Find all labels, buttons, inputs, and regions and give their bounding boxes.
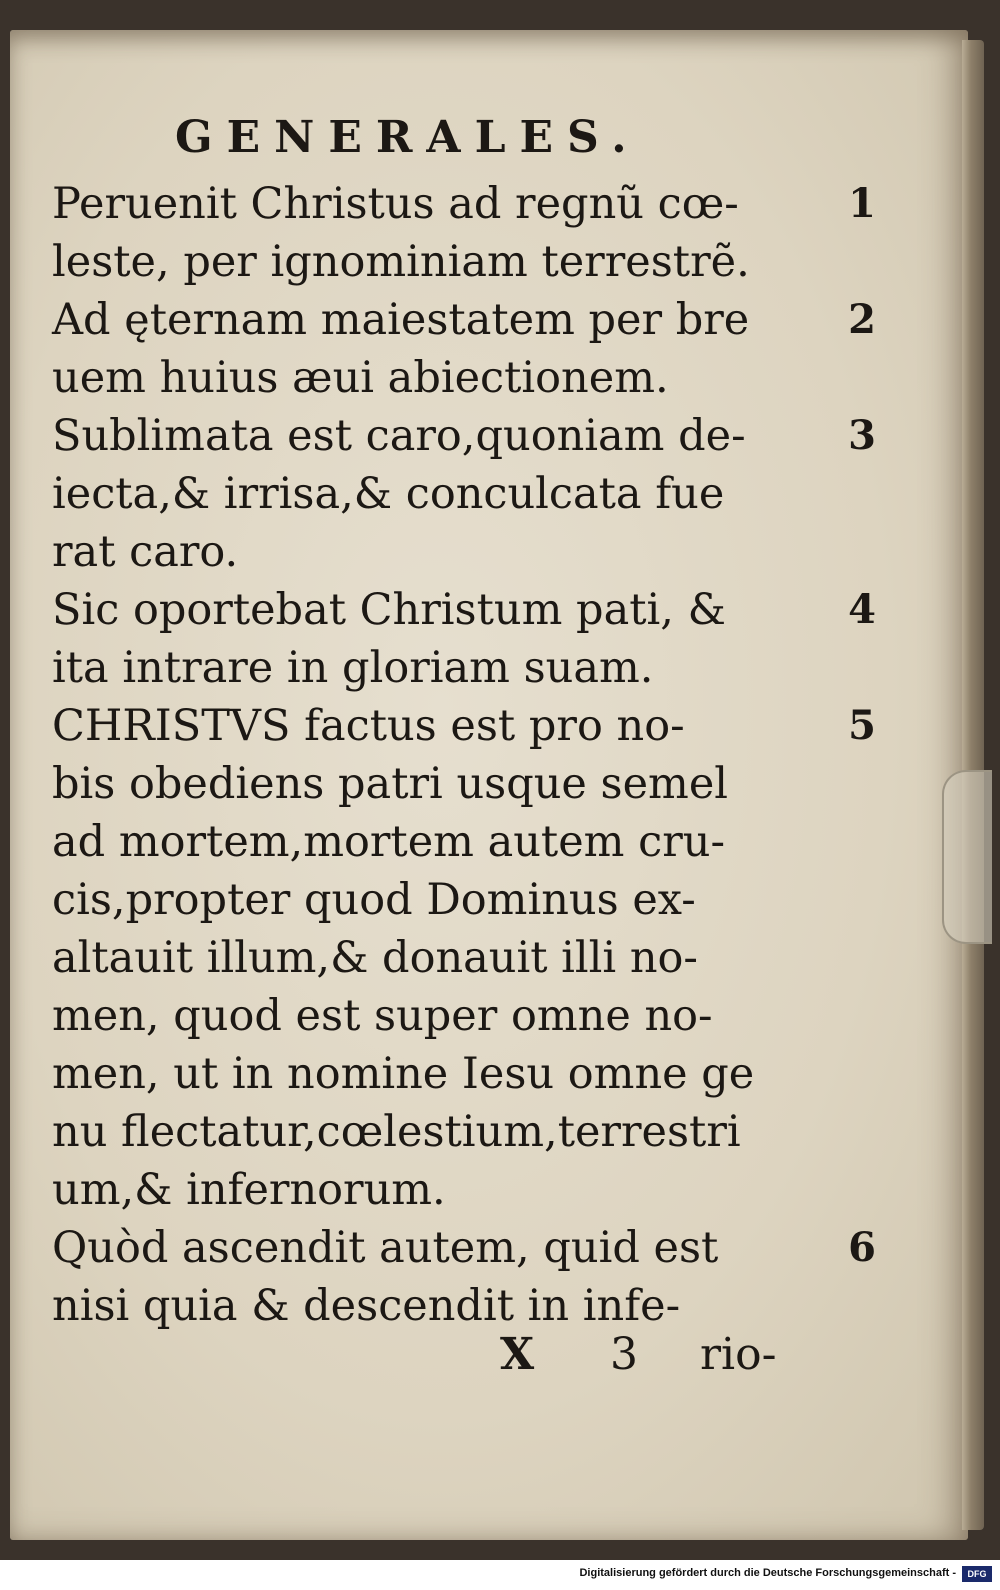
text-line: CHRISTVS factus est pro no- [52,701,685,751]
text-line: men, quod est super omne no- [52,991,713,1041]
verse-number: 4 [848,586,876,633]
text-line: iecta,& irrisa,& conculcata fue [52,469,725,519]
text-line: men, ut in nomine Iesu omne ge [52,1049,755,1099]
thumb-tab [942,770,992,944]
text-line: uem huius æui abiectionem. [52,353,669,403]
verse-number: 3 [848,412,876,459]
verse-number: 5 [848,702,876,749]
signature-mark: X [500,1329,535,1380]
text-line: Ad ęternam maiestatem per bre [52,295,750,345]
credit-bar [0,1560,1000,1590]
text-line: nu flectatur,cœlestium,terrestri [52,1107,741,1157]
running-header: GENERALES. [175,112,641,163]
catchword: rio- [700,1329,777,1380]
text-line: um,& infernorum. [52,1165,446,1215]
text-line: Peruenit Christus ad regnũ cœ- [52,179,739,229]
text-line: ita intrare in gloriam suam. [52,643,654,693]
verse-number: 1 [848,180,876,227]
signature-number: 3 [610,1329,638,1380]
text-line: bis obediens patri usque semel [52,759,729,809]
text-line: Sic oportebat Christum pati, & [52,585,726,635]
text-line: cis,propter quod Dominus ex- [52,875,696,925]
verse-number: 2 [848,296,876,343]
text-line: ad mortem,mortem autem cru- [52,817,725,867]
text-line: Quòd ascendit autem, quid est [52,1223,719,1273]
dfg-logo-icon: DFG [962,1566,992,1582]
text-line: nisi quia & descendit in infe- [52,1281,681,1331]
funding-credit: Digitalisierung gefördert durch die Deutsche Forschungsgemeinschaft - [579,1567,956,1579]
text-line: leste, per ignominiam terrestrẽ. [52,237,750,287]
text-line: rat caro. [52,527,239,577]
text-line: Sublimata est caro,quoniam de- [52,411,746,461]
text-line: altauit illum,& donauit illi no- [52,933,698,983]
verse-number: 6 [848,1224,876,1271]
